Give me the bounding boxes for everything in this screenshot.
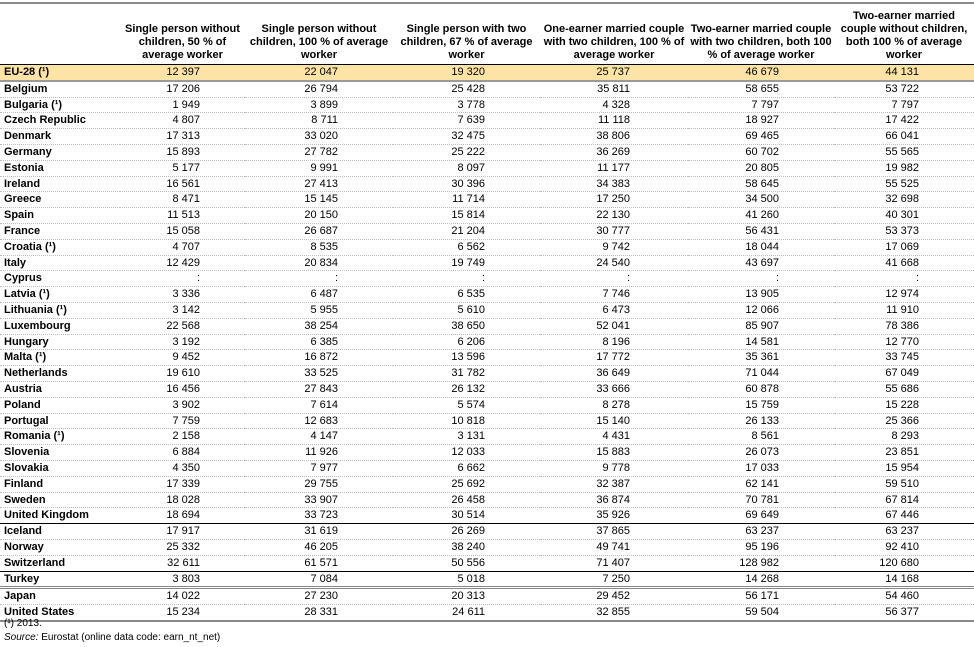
value-cell: 32 611 <box>120 555 245 571</box>
value-cell: 11 926 <box>245 445 393 461</box>
net-earnings-table <box>0 2 974 622</box>
table-row <box>0 445 974 461</box>
country-cell: Poland <box>0 397 120 413</box>
value-cell: 55 525 <box>834 176 974 192</box>
country-cell: Ireland <box>0 176 120 192</box>
value-cell: 46 205 <box>245 539 393 555</box>
value-cell: 13 905 <box>688 287 834 303</box>
country-cell: United Kingdom <box>0 508 120 524</box>
value-cell: 12 683 <box>245 413 393 429</box>
country-cell: Croatia (¹) <box>0 239 120 255</box>
value-cell: 6 562 <box>393 239 540 255</box>
value-cell: 26 458 <box>393 492 540 508</box>
value-cell: 11 177 <box>540 160 688 176</box>
value-cell: 56 377 <box>834 605 974 621</box>
value-cell: 8 535 <box>245 239 393 255</box>
table-row <box>0 492 974 508</box>
value-cell: 17 917 <box>120 524 245 540</box>
value-cell: 27 843 <box>245 381 393 397</box>
value-cell: 8 196 <box>540 334 688 350</box>
value-cell: 67 049 <box>834 366 974 382</box>
value-cell: 26 687 <box>245 223 393 239</box>
value-cell: 20 150 <box>245 208 393 224</box>
value-cell: 17 422 <box>834 113 974 129</box>
value-cell: 7 797 <box>834 97 974 113</box>
value-cell: 15 954 <box>834 460 974 476</box>
value-cell: 16 561 <box>120 176 245 192</box>
value-cell: 41 260 <box>688 208 834 224</box>
country-cell: Italy <box>0 255 120 271</box>
value-cell: 26 073 <box>688 445 834 461</box>
value-cell: 33 723 <box>245 508 393 524</box>
country-cell: Norway <box>0 539 120 555</box>
country-cell: Hungary <box>0 334 120 350</box>
value-cell: 10 818 <box>393 413 540 429</box>
value-cell: 24 540 <box>540 255 688 271</box>
value-cell: 15 893 <box>120 144 245 160</box>
value-cell: 18 927 <box>688 113 834 129</box>
value-cell: 4 350 <box>120 460 245 476</box>
country-cell: Finland <box>0 476 120 492</box>
table-row <box>0 555 974 571</box>
value-cell: 8 471 <box>120 192 245 208</box>
table-row <box>0 144 974 160</box>
value-cell: 17 033 <box>688 460 834 476</box>
column-header: Single person without children, 50 % of average worker <box>125 23 240 61</box>
value-cell: 38 806 <box>540 129 688 145</box>
value-cell: 59 510 <box>834 476 974 492</box>
value-cell: 19 982 <box>834 160 974 176</box>
value-cell: 7 639 <box>393 113 540 129</box>
table-row <box>0 176 974 192</box>
column-header: Two-earner married couple without children, both 100 % of average worker <box>840 10 968 61</box>
value-cell: 17 206 <box>120 81 245 97</box>
value-cell: 29 755 <box>245 476 393 492</box>
value-cell: 18 044 <box>688 239 834 255</box>
value-cell: 12 429 <box>120 255 245 271</box>
value-cell: 32 855 <box>540 605 688 621</box>
value-cell: 9 991 <box>245 160 393 176</box>
value-cell: 6 662 <box>393 460 540 476</box>
column-header: Single person without children, 100 % of average worker <box>249 23 389 61</box>
value-cell: 18 694 <box>120 508 245 524</box>
value-cell: 11 513 <box>120 208 245 224</box>
value-cell: 95 196 <box>688 539 834 555</box>
eu-total-row <box>0 65 974 81</box>
value-cell: 3 902 <box>120 397 245 413</box>
value-cell: 38 240 <box>393 539 540 555</box>
value-cell: 60 702 <box>688 144 834 160</box>
value-cell: 78 386 <box>834 318 974 334</box>
value-cell: 4 807 <box>120 113 245 129</box>
value-cell: 4 707 <box>120 239 245 255</box>
value-cell: 3 899 <box>245 97 393 113</box>
value-cell: 28 331 <box>245 605 393 621</box>
value-cell: 13 596 <box>393 350 540 366</box>
value-cell: 53 722 <box>834 81 974 97</box>
value-cell: 32 387 <box>540 476 688 492</box>
value-cell: 6 884 <box>120 445 245 461</box>
value-cell: 36 649 <box>540 366 688 382</box>
value-cell: 25 737 <box>540 65 688 81</box>
value-cell: 92 410 <box>834 539 974 555</box>
value-cell: 7 084 <box>245 571 393 588</box>
table-row <box>0 302 974 318</box>
table-row <box>0 605 974 621</box>
table-row <box>0 255 974 271</box>
country-cell: Romania (¹) <box>0 429 120 445</box>
country-cell: Cyprus <box>0 271 120 287</box>
value-cell: 32 698 <box>834 192 974 208</box>
value-cell: 26 132 <box>393 381 540 397</box>
value-cell: 19 610 <box>120 366 245 382</box>
country-cell: Austria <box>0 381 120 397</box>
value-cell: 12 033 <box>393 445 540 461</box>
value-cell: 26 794 <box>245 81 393 97</box>
value-cell: 54 460 <box>834 588 974 605</box>
value-cell: 36 269 <box>540 144 688 160</box>
value-cell: : <box>120 271 245 287</box>
value-cell: 15 145 <box>245 192 393 208</box>
country-cell: Bulgaria (¹) <box>0 97 120 113</box>
value-cell: 29 452 <box>540 588 688 605</box>
value-cell: 19 320 <box>393 65 540 81</box>
value-cell: 38 650 <box>393 318 540 334</box>
table-row <box>0 160 974 176</box>
value-cell: 12 397 <box>120 65 245 81</box>
value-cell: 17 313 <box>120 129 245 145</box>
country-cell: Germany <box>0 144 120 160</box>
value-cell: : <box>393 271 540 287</box>
value-cell: 7 614 <box>245 397 393 413</box>
value-cell: 3 778 <box>393 97 540 113</box>
value-cell: 5 018 <box>393 571 540 588</box>
table-row <box>0 350 974 366</box>
value-cell: 9 452 <box>120 350 245 366</box>
value-cell: 27 230 <box>245 588 393 605</box>
value-cell: 24 611 <box>393 605 540 621</box>
country-cell: Turkey <box>0 571 120 588</box>
value-cell: 3 192 <box>120 334 245 350</box>
country-cell: Belgium <box>0 81 120 97</box>
table-row <box>0 397 974 413</box>
value-cell: 40 301 <box>834 208 974 224</box>
value-cell: 35 926 <box>540 508 688 524</box>
table-row <box>0 429 974 445</box>
value-cell: 6 206 <box>393 334 540 350</box>
country-cell: Denmark <box>0 129 120 145</box>
table-row <box>0 524 974 540</box>
value-cell: 14 022 <box>120 588 245 605</box>
value-cell: 16 872 <box>245 350 393 366</box>
value-cell: 3 131 <box>393 429 540 445</box>
country-cell: Iceland <box>0 524 120 540</box>
value-cell: 37 865 <box>540 524 688 540</box>
table-row <box>0 287 974 303</box>
value-cell: 34 500 <box>688 192 834 208</box>
country-cell: Netherlands <box>0 366 120 382</box>
country-cell: Portugal <box>0 413 120 429</box>
value-cell: 12 066 <box>688 302 834 318</box>
value-cell: 26 269 <box>393 524 540 540</box>
value-cell: 22 047 <box>245 65 393 81</box>
value-cell: 55 565 <box>834 144 974 160</box>
value-cell: 7 977 <box>245 460 393 476</box>
value-cell: : <box>245 271 393 287</box>
value-cell: 8 097 <box>393 160 540 176</box>
value-cell: 33 020 <box>245 129 393 145</box>
value-cell: 67 814 <box>834 492 974 508</box>
value-cell: 25 692 <box>393 476 540 492</box>
value-cell: 27 413 <box>245 176 393 192</box>
value-cell: 15 140 <box>540 413 688 429</box>
value-cell: 56 171 <box>688 588 834 605</box>
country-cell: Japan <box>0 588 120 605</box>
value-cell: 33 745 <box>834 350 974 366</box>
value-cell: 25 366 <box>834 413 974 429</box>
column-header: Single person with two children, 67 % of average worker <box>400 23 533 61</box>
value-cell: 15 883 <box>540 445 688 461</box>
value-cell: 71 044 <box>688 366 834 382</box>
country-cell: Czech Republic <box>0 113 120 129</box>
value-cell: 23 851 <box>834 445 974 461</box>
value-cell: 32 475 <box>393 129 540 145</box>
value-cell: 17 069 <box>834 239 974 255</box>
value-cell: 120 680 <box>834 555 974 571</box>
value-cell: 61 571 <box>245 555 393 571</box>
value-cell: 14 581 <box>688 334 834 350</box>
value-cell: 31 782 <box>393 366 540 382</box>
value-cell: 11 714 <box>393 192 540 208</box>
value-cell: 41 668 <box>834 255 974 271</box>
table-row <box>0 192 974 208</box>
value-cell: 36 874 <box>540 492 688 508</box>
table-row <box>0 271 974 287</box>
country-cell: Luxembourg <box>0 318 120 334</box>
table-row <box>0 81 974 97</box>
value-cell: 12 974 <box>834 287 974 303</box>
column-header <box>0 3 120 65</box>
value-cell: 52 041 <box>540 318 688 334</box>
value-cell: 60 878 <box>688 381 834 397</box>
value-cell: 58 645 <box>688 176 834 192</box>
value-cell: 17 339 <box>120 476 245 492</box>
value-cell: 58 655 <box>688 81 834 97</box>
value-cell: 4 431 <box>540 429 688 445</box>
value-cell: 25 332 <box>120 539 245 555</box>
value-cell: 11 910 <box>834 302 974 318</box>
value-cell: 7 746 <box>540 287 688 303</box>
value-cell: 38 254 <box>245 318 393 334</box>
country-cell: France <box>0 223 120 239</box>
value-cell: 15 814 <box>393 208 540 224</box>
value-cell: 6 473 <box>540 302 688 318</box>
value-cell: 5 574 <box>393 397 540 413</box>
table-row <box>0 460 974 476</box>
value-cell: 69 649 <box>688 508 834 524</box>
value-cell: 21 204 <box>393 223 540 239</box>
value-cell: 3 142 <box>120 302 245 318</box>
value-cell: 15 234 <box>120 605 245 621</box>
table-row <box>0 334 974 350</box>
value-cell: : <box>540 271 688 287</box>
value-cell: : <box>834 271 974 287</box>
value-cell: 50 556 <box>393 555 540 571</box>
value-cell: 17 772 <box>540 350 688 366</box>
value-cell: 85 907 <box>688 318 834 334</box>
source-note <box>4 632 220 643</box>
value-cell: 15 228 <box>834 397 974 413</box>
value-cell: 15 759 <box>688 397 834 413</box>
value-cell: 8 711 <box>245 113 393 129</box>
country-cell: Sweden <box>0 492 120 508</box>
table-row <box>0 97 974 113</box>
value-cell: 6 487 <box>245 287 393 303</box>
value-cell: 4 147 <box>245 429 393 445</box>
country-cell: Lithuania (¹) <box>0 302 120 318</box>
country-cell: Switzerland <box>0 555 120 571</box>
footnote: (¹) 2013. <box>4 618 42 629</box>
value-cell: 44 131 <box>834 65 974 81</box>
value-cell: 9 742 <box>540 239 688 255</box>
table-row <box>0 366 974 382</box>
value-cell: 5 610 <box>393 302 540 318</box>
value-cell: 5 955 <box>245 302 393 318</box>
value-cell: 67 446 <box>834 508 974 524</box>
value-cell: 17 250 <box>540 192 688 208</box>
value-cell: 35 811 <box>540 81 688 97</box>
value-cell: 6 535 <box>393 287 540 303</box>
country-cell: Slovakia <box>0 460 120 476</box>
value-cell: 55 686 <box>834 381 974 397</box>
value-cell: 20 313 <box>393 588 540 605</box>
value-cell: 69 465 <box>688 129 834 145</box>
value-cell: 49 741 <box>540 539 688 555</box>
value-cell: 59 504 <box>688 605 834 621</box>
value-cell: 14 268 <box>688 571 834 588</box>
country-cell: Greece <box>0 192 120 208</box>
source-label: Source: <box>4 632 39 643</box>
value-cell: 9 778 <box>540 460 688 476</box>
value-cell: 14 168 <box>834 571 974 588</box>
value-cell: 35 361 <box>688 350 834 366</box>
value-cell: 27 782 <box>245 144 393 160</box>
value-cell: 71 407 <box>540 555 688 571</box>
value-cell: 62 141 <box>688 476 834 492</box>
table-row <box>0 508 974 524</box>
country-cell: EU-28 (¹) <box>0 65 120 81</box>
table-row <box>0 571 974 588</box>
value-cell: 8 293 <box>834 429 974 445</box>
value-cell: 22 568 <box>120 318 245 334</box>
country-cell: Malta (¹) <box>0 350 120 366</box>
value-cell: : <box>688 271 834 287</box>
value-cell: 33 666 <box>540 381 688 397</box>
value-cell: 22 130 <box>540 208 688 224</box>
value-cell: 30 777 <box>540 223 688 239</box>
table-row <box>0 208 974 224</box>
value-cell: 70 781 <box>688 492 834 508</box>
value-cell: 30 514 <box>393 508 540 524</box>
value-cell: 56 431 <box>688 223 834 239</box>
value-cell: 18 028 <box>120 492 245 508</box>
value-cell: 31 619 <box>245 524 393 540</box>
value-cell: 2 158 <box>120 429 245 445</box>
country-cell: United States <box>0 605 120 621</box>
value-cell: 3 336 <box>120 287 245 303</box>
value-cell: 33 525 <box>245 366 393 382</box>
table-row <box>0 588 974 605</box>
country-cell: Estonia <box>0 160 120 176</box>
value-cell: 1 949 <box>120 97 245 113</box>
table-row <box>0 539 974 555</box>
table-row <box>0 223 974 239</box>
table-row <box>0 239 974 255</box>
table-row <box>0 413 974 429</box>
value-cell: 5 177 <box>120 160 245 176</box>
country-cell: Spain <box>0 208 120 224</box>
value-cell: 25 222 <box>393 144 540 160</box>
value-cell: 30 396 <box>393 176 540 192</box>
table-row <box>0 318 974 334</box>
country-cell: Slovenia <box>0 445 120 461</box>
table-row <box>0 113 974 129</box>
column-header: Two-earner married couple with two children, both 100 % of average worker <box>690 23 832 61</box>
value-cell: 15 058 <box>120 223 245 239</box>
table-row <box>0 476 974 492</box>
value-cell: 20 834 <box>245 255 393 271</box>
value-cell: 7 250 <box>540 571 688 588</box>
value-cell: 7 759 <box>120 413 245 429</box>
table-row <box>0 381 974 397</box>
value-cell: 7 797 <box>688 97 834 113</box>
value-cell: 3 803 <box>120 571 245 588</box>
value-cell: 46 679 <box>688 65 834 81</box>
country-cell: Latvia (¹) <box>0 287 120 303</box>
value-cell: 63 237 <box>834 524 974 540</box>
value-cell: 63 237 <box>688 524 834 540</box>
column-header: One-earner married couple with two children, 100 % of average worker <box>543 23 685 61</box>
value-cell: 26 133 <box>688 413 834 429</box>
value-cell: 33 907 <box>245 492 393 508</box>
value-cell: 8 561 <box>688 429 834 445</box>
value-cell: 25 428 <box>393 81 540 97</box>
value-cell: 16 456 <box>120 381 245 397</box>
value-cell: 34 383 <box>540 176 688 192</box>
header-row <box>0 3 974 65</box>
value-cell: 4 328 <box>540 97 688 113</box>
source-text: Eurostat (online data code: earn_nt_net) <box>38 632 221 643</box>
value-cell: 128 982 <box>688 555 834 571</box>
table-row <box>0 129 974 145</box>
value-cell: 6 385 <box>245 334 393 350</box>
value-cell: 53 373 <box>834 223 974 239</box>
value-cell: 11 118 <box>540 113 688 129</box>
value-cell: 20 805 <box>688 160 834 176</box>
value-cell: 43 697 <box>688 255 834 271</box>
value-cell: 19 749 <box>393 255 540 271</box>
value-cell: 8 278 <box>540 397 688 413</box>
value-cell: 66 041 <box>834 129 974 145</box>
value-cell: 12 770 <box>834 334 974 350</box>
